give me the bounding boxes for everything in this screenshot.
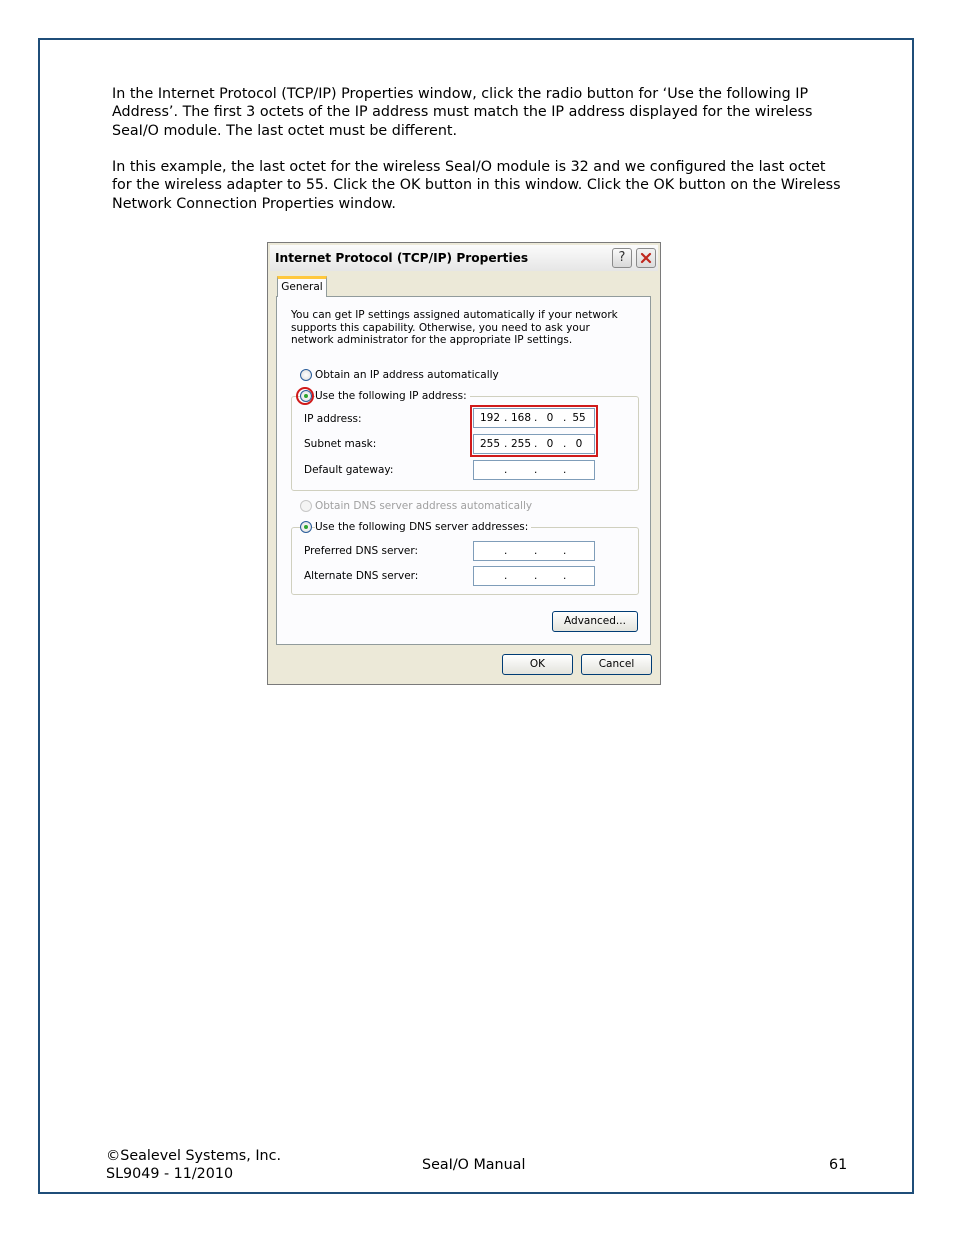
dns-dot: . — [534, 570, 538, 582]
help-button[interactable] — [612, 248, 632, 268]
preferred-dns-field[interactable] — [473, 541, 595, 561]
help-icon: ? — [618, 250, 626, 265]
ip-dot: . — [534, 412, 538, 424]
subnet-mask-label: Subnet mask: — [304, 438, 377, 450]
default-gateway-label: Default gateway: — [304, 464, 394, 476]
ip-address-label: IP address: — [304, 413, 362, 425]
dns-dot: . — [504, 545, 508, 557]
default-gateway-field[interactable] — [473, 460, 595, 480]
tab-general[interactable]: General — [277, 276, 327, 297]
dialog-titlebar — [270, 245, 658, 271]
close-icon — [640, 252, 652, 264]
obtain-ip-auto-radio[interactable] — [300, 369, 312, 381]
copyright-text: ©Sealevel Systems, Inc. — [106, 1148, 282, 1164]
dns-dot: . — [504, 570, 508, 582]
alternate-dns-label: Alternate DNS server: — [304, 570, 419, 582]
obtain-dns-auto-radio[interactable] — [300, 500, 312, 512]
ip-octet-3: 0 — [546, 412, 554, 424]
gateway-dot: . — [534, 464, 538, 476]
settings-description: You can get IP settings assigned automatically if your network supports this capability. Otherwise, you need to ask your network administrator for the appropriate IP settings. — [291, 309, 618, 347]
ip-octet-4: 55 — [572, 412, 586, 424]
alternate-dns-field[interactable] — [473, 566, 595, 586]
manual-title: SeaI/O Manual — [422, 1157, 526, 1173]
ip-dot: . — [504, 412, 508, 424]
ip-dot: . — [563, 412, 567, 424]
use-following-ip-label[interactable]: Use the following IP address: — [315, 390, 470, 403]
gateway-dot: . — [563, 464, 567, 476]
ip-highlight-box — [470, 405, 598, 457]
document-id: SL9049 - 11/2010 — [106, 1166, 234, 1183]
use-following-dns-label[interactable]: Use the following DNS server addresses: — [315, 521, 531, 534]
dialog-title: Internet Protocol (TCP/IP) Properties — [275, 251, 529, 265]
mask-octet-1: 255 — [479, 438, 501, 450]
mask-dot: . — [563, 438, 567, 450]
mask-dot: . — [534, 438, 538, 450]
obtain-dns-auto-label[interactable]: Obtain DNS server address automatically — [315, 500, 533, 512]
preferred-dns-label: Preferred DNS server: — [304, 545, 419, 557]
cancel-button[interactable]: Cancel — [581, 654, 652, 675]
page-number: 61 — [829, 1157, 848, 1173]
dns-dot: . — [563, 570, 567, 582]
obtain-ip-auto-label[interactable]: Obtain an IP address automatically — [315, 369, 499, 381]
dns-dot: . — [534, 545, 538, 557]
use-following-dns-radio[interactable] — [300, 521, 312, 533]
ip-octet-1: 192 — [479, 412, 501, 424]
close-button[interactable] — [636, 248, 656, 268]
ok-button[interactable]: OK — [502, 654, 573, 675]
instruction-paragraph-2: In this example, the last octet for the wireless SeaI/O module is 32 and we configured the last octet for the wireless adapter to 55. Click the OK button in this window. Click the OK button on the Wireless Network Connection Properties window. — [112, 159, 841, 212]
ip-octet-2: 168 — [510, 412, 532, 424]
mask-dot: . — [504, 438, 508, 450]
mask-octet-4: 0 — [575, 438, 583, 450]
mask-octet-2: 255 — [510, 438, 532, 450]
instruction-paragraph-1: In the Internet Protocol (TCP/IP) Properties window, click the radio button for ‘Use the following IP Address’. The first 3 octets of the IP address must match the IP address displayed for the wireless SeaI/O module. The last octet must be different. — [112, 86, 813, 139]
mask-octet-3: 0 — [546, 438, 554, 450]
footer-left — [106, 1147, 281, 1184]
gateway-dot: . — [504, 464, 508, 476]
radio-highlight-circle — [296, 387, 314, 405]
advanced-button[interactable]: Advanced... — [552, 611, 638, 632]
dns-dot: . — [563, 545, 567, 557]
